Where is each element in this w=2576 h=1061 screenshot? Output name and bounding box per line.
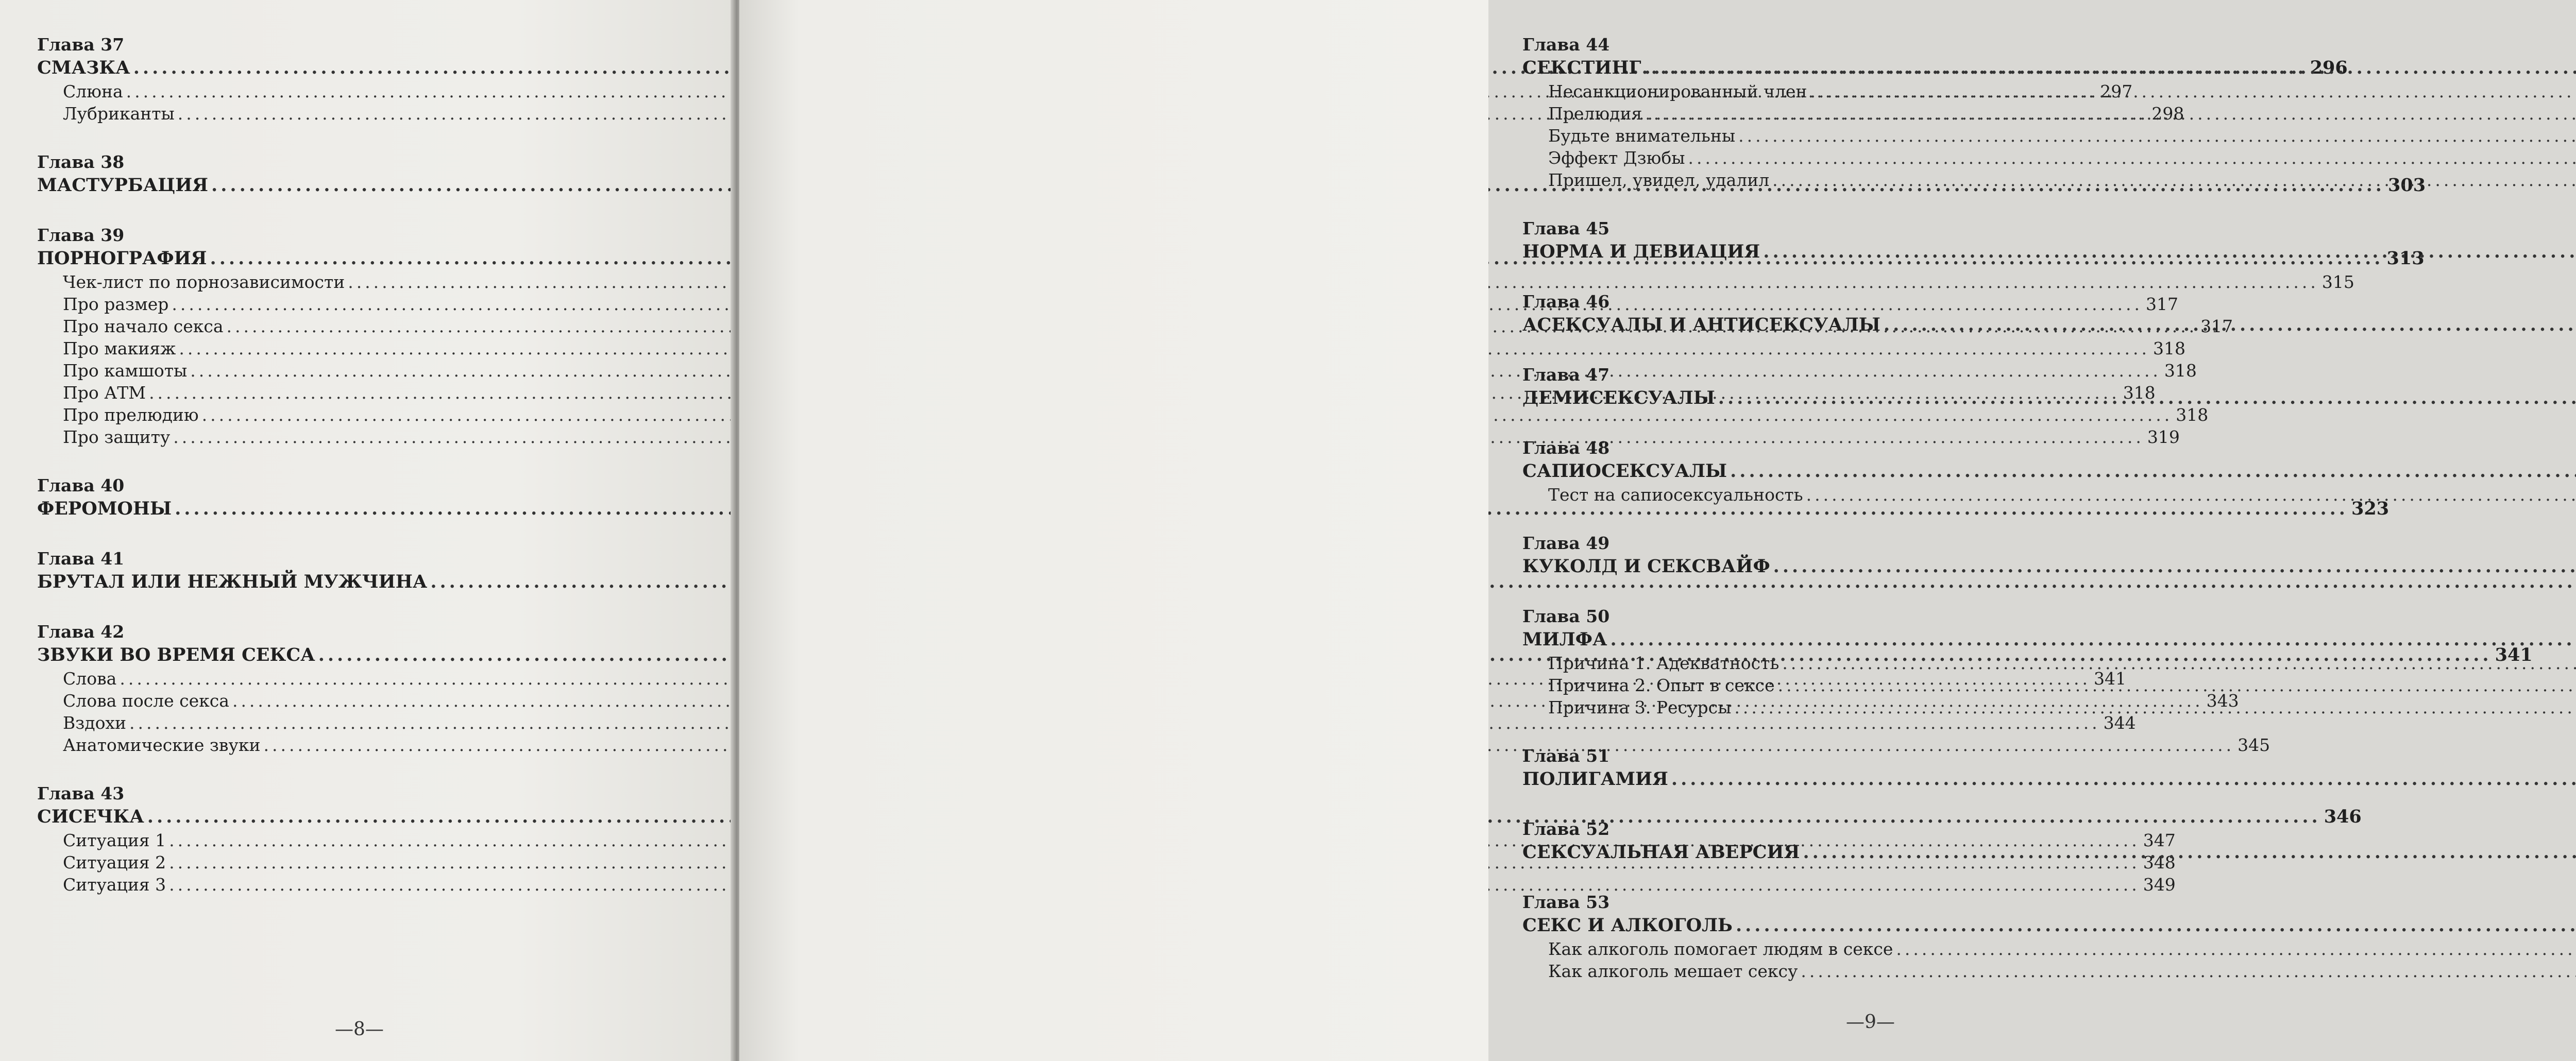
chapter-title-row [1522,767,2202,792]
section-row [37,874,2176,896]
section-page-number: 318 [2153,338,2186,358]
chapter-title-row [1522,386,2202,410]
chapter-label: Глава 41 [37,549,125,569]
chapter-title-row [37,497,2389,521]
dot-leader [1801,960,2576,982]
section-page-number: 341 [2093,669,2126,689]
section-title: Ситуация 2 [63,852,166,872]
section-page-number: 348 [2143,852,2176,872]
chapter-label: Глава 51 [1522,746,1610,766]
chapter-title: СЕКСТИНГ [1522,57,1641,78]
chapter-label: Глава 48 [1522,438,1610,458]
section-title: Как алкоголь помогает людям в сексе [1548,939,1893,959]
chapter-label: Глава 46 [1522,292,1610,312]
chapter-label: Глава 37 [37,35,125,55]
dot-leader [1810,80,2576,102]
chapter-title: БРУТАЛ ИЛИ НЕЖНЫЙ МУЖЧИНА [37,571,428,592]
section-page-number: 315 [2321,272,2354,292]
dot-leader [1688,147,2576,169]
section-title: Пришел, увидел, удалил [1548,170,1770,190]
section-page-number: 298 [2151,104,2184,124]
section-row [1522,102,2202,125]
chapter-label: Глава 40 [37,475,125,495]
section-page-number: 345 [2238,735,2270,755]
section-title: Эффект Дзюбы [1548,148,1685,168]
section-title: Тест на сапиосексуальность [1548,485,1803,505]
chapter-label: Глава 43 [37,783,125,803]
section-title: Слова [63,669,117,689]
section-title: Прелюдия [1548,104,1642,124]
section-page-number: 349 [2143,875,2176,895]
chapter-title-row [1522,554,2202,579]
dot-leader [1718,386,2576,410]
chapter-title: ПОЛИГАМИЯ [1522,768,1668,790]
chapter-page-number: 296 [2310,57,2348,78]
chapter-page-number: 323 [2351,498,2389,519]
chapter-title-row [1522,627,2202,652]
dot-leader [1730,459,2576,484]
chapter-entry [1522,34,2202,191]
chapter-title: СИСЕЧКА [37,806,144,827]
chapter-entry [1522,606,2202,718]
section-row [37,404,2209,426]
section-title: Ситуация 1 [63,830,166,850]
section-title: Про начало секса [63,316,224,336]
chapter-label: Глава 42 [37,622,125,642]
section-row [1522,652,2202,674]
section-row [1522,484,2202,506]
page-number-right: —9— [1846,1012,1895,1033]
section-page-number: 343 [2206,691,2239,711]
chapter-entry [1522,745,2202,792]
toc-right-column [1522,34,2202,1009]
section-row [37,337,2186,360]
chapter-title: СЕКС И АЛКОГОЛЬ [1522,915,1733,936]
chapter-title: ПОРНОГРАФИЯ [37,248,207,269]
section-row [1522,169,2202,191]
dot-leader [1645,56,2576,80]
chapter-title: АСЕКСУАЛЫ И АНТИСЕКСУАЛЫ [1522,314,1880,335]
section-title: Про АТМ [63,383,146,403]
section-title: Слова после секса [63,691,229,711]
section-page-number: 317 [2200,316,2233,336]
chapter-entry [1522,218,2202,264]
chapter-title-row [37,570,671,594]
chapter-title: КУКОЛД И СЕКСВАЙФ [1522,556,1770,577]
section-page-number: 318 [2176,405,2209,425]
dot-leader [1896,938,2576,960]
dot-leader [1884,313,2576,337]
section-row [1522,938,2202,960]
dot-leader [1763,239,2576,264]
dot-leader [1738,125,2576,147]
section-page-number: 317 [2146,294,2179,314]
chapter-title: САПИОСЕКСУАЛЫ [1522,460,1727,482]
section-page-number: 319 [2147,427,2180,447]
right-page [739,0,1895,1061]
section-row [37,271,2354,293]
chapter-entry [1522,291,2202,337]
dot-leader [1610,627,2576,652]
chapter-title-row [1522,913,2202,938]
chapter-label: Глава 38 [37,152,125,172]
section-title: Про прелюдию [63,405,199,425]
section-title: Анатомические звуки [63,735,261,755]
chapter-label: Глава 53 [1522,892,1610,912]
chapter-label: Глава 45 [1522,218,1610,238]
chapter-title-row [1522,840,2202,865]
chapter-title: ДЕМИСЕКСУАЛЫ [1522,387,1715,408]
dot-leader [1645,102,2576,125]
section-title: Причина 2. Опыт в сексе [1548,675,1775,695]
section-row [1522,80,2202,102]
section-row [1522,696,2202,718]
chapter-label: Глава 52 [1522,819,1610,839]
chapter-title-row [1522,313,2202,337]
chapter-label: Глава 47 [1522,365,1610,385]
section-title: Про размер [63,294,169,314]
chapter-entry [1522,818,2202,865]
section-row [1522,147,2202,169]
dot-leader [1803,840,2576,865]
page-number-left: —8— [335,1019,384,1040]
chapter-title-row [1522,459,2202,484]
dot-leader [1782,652,2576,674]
chapter-entry [1522,364,2202,410]
chapter-title: ФЕРОМОНЫ [37,498,172,519]
chapter-title: МАСТУРБАЦИЯ [37,175,209,196]
chapter-page-number: 303 [2387,175,2426,196]
dot-leader [1773,554,2576,579]
section-title: Чек-лист по порнозависимости [63,272,345,292]
section-row [1522,960,2202,982]
section-page-number: 344 [2103,713,2136,733]
dot-leader [1806,484,2576,506]
section-title: Ситуация 3 [63,875,166,895]
dot-leader [1671,767,2576,792]
section-title: Как алкоголь мешает сексу [1548,961,1798,981]
chapter-title-row [1522,239,2202,264]
section-title: Про камшоты [63,361,188,381]
chapter-title-row [1522,56,2202,80]
chapter-title: МИЛФА [1522,629,1607,650]
section-row [1522,125,2202,147]
section-title: Про защиту [63,427,171,447]
dot-leader [1772,169,2576,191]
section-row [37,712,2136,734]
section-title: Причина 3. Ресурсы [1548,697,1732,717]
dot-leader [1778,674,2576,696]
chapter-entry [1522,533,2202,579]
chapter-page-number: 341 [2495,644,2533,665]
chapter-page-number: 313 [2386,248,2425,269]
section-row [1522,674,2202,696]
chapter-page-number: 346 [2324,806,2362,827]
chapter-entry [1522,892,2202,982]
chapter-title: НОРМА И ДЕВИАЦИЯ [1522,241,1760,262]
chapter-entry [1522,437,2202,506]
section-page-number: 297 [2100,81,2133,101]
chapter-title: СМАЗКА [37,57,130,78]
section-title: Причина 1. Адекватность [1548,653,1780,673]
chapter-label: Глава 39 [37,225,125,245]
section-title: Будьте внимательны [1548,126,1736,146]
dot-leader [1736,913,2576,938]
section-title: Про макияж [63,338,176,358]
dot-leader [1734,696,2576,718]
chapter-label: Глава 44 [1522,35,1610,55]
section-title: Лубриканты [63,104,175,124]
chapter-title: ЗВУКИ ВО ВРЕМЯ СЕКСА [37,644,315,665]
section-page-number: 318 [2123,383,2156,403]
chapter-label: Глава 49 [1522,533,1610,553]
section-title: Несанкционированный член [1548,81,1807,101]
section-page-number: 347 [2143,830,2176,850]
section-title: Слюна [63,81,123,101]
section-page-number: 318 [2164,361,2197,381]
chapter-title: СЕКСУАЛЬНАЯ АВЕРСИЯ [1522,842,1800,863]
chapter-label: Глава 50 [1522,606,1610,626]
chapter-entry [37,548,671,594]
section-title: Вздохи [63,713,127,733]
